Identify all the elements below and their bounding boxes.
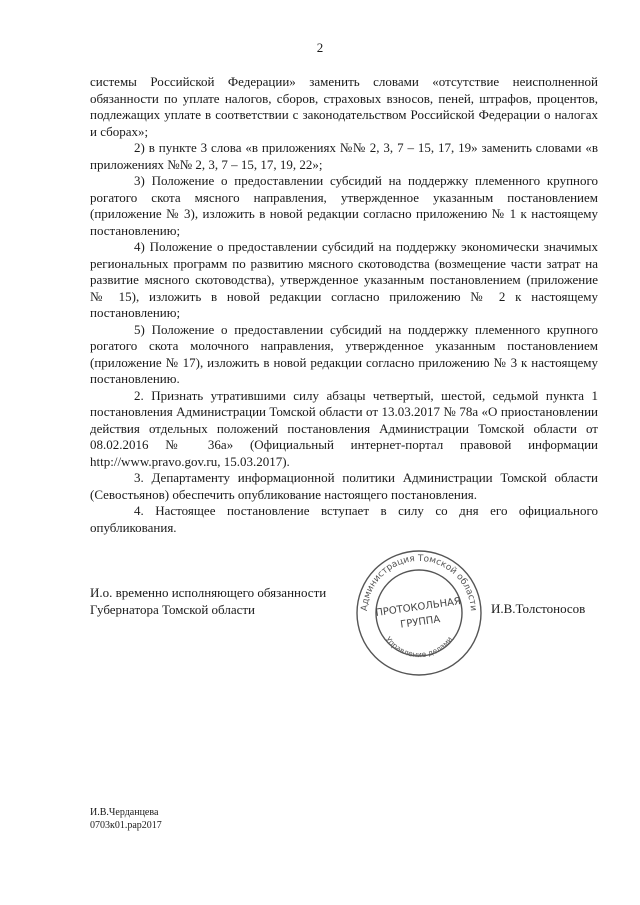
paragraph-clause-2: 2. Признать утратившими силу абзацы четвертый, шестой, седьмой пункта 1 постановления Администрации Томской области от 13.03.2017 № 78а «О приостановлении действия отдельных положений постановления Администрации Томской области от 08.02.2016 № 36а» (Официальный интернет-портал правовой информации http://www.pravo.gov.ru, 15.03.2017). <box>90 387 598 469</box>
stamp-outer-text: Администрация Томской области <box>359 553 479 612</box>
paragraph-item-5: 5) Положение о предоставлении субсидий на поддержку племенного крупного рогатого скота молочного направления, утвержденное указанным постановлением (приложение № 17), изложить в новой редакции согласно приложению № 3 к настоящему постановлению. <box>90 321 598 386</box>
paragraph-continuation: системы Российской Федерации» заменить словами «отсутствие неисполненной обязанности по уплате налогов, сборов, страховых взносов, пеней, штрафов, процентов, подлежащих уплате в соответствии с законодательством Российской Федерации о налогах и сборах»; <box>90 74 598 139</box>
signature-position-line-2: Губернатора Томской области <box>90 602 256 617</box>
paragraph-item-3: 3) Положение о предоставлении субсидий на поддержку племенного крупного рогатого скота мясного направления, утвержденное указанным постановлением (приложение № 3), изложить в новой редакции согласно приложению № 1 к настоящему постановлению; <box>90 173 598 238</box>
signature-position <box>90 584 326 618</box>
footer-doc-code: 0703к01.рар2017 <box>90 820 162 831</box>
paragraph-item-4: 4) Положение о предоставлении субсидий на поддержку экономически значимых региональных программ по развитию мясного скотоводства (возмещение части затрат на развитие мясного скотоводства), утвержденное указанным постановлением (приложение № 15), изложить в новой редакции согласно приложению № 2 к настоящему постановлению; <box>90 239 598 320</box>
paragraph-clause-4: 4. Настоящее постановление вступает в силу со дня его официального опубликования. <box>90 503 598 535</box>
document-footer <box>90 806 162 832</box>
signer-name: И.В.Толстоносов <box>491 601 586 616</box>
stamp-center-line-1: ПРОТОКОЛЬНАЯ <box>374 596 462 619</box>
paragraph-clause-3: 3. Департаменту информационной политики Администрации Томской области (Севостьянов) обеспечить опубликование настоящего постановления. <box>90 470 598 502</box>
stamp-center-line-2: ГРУППА <box>399 614 441 631</box>
footer-author: И.В.Черданцева <box>90 807 159 818</box>
page-number: 2 <box>316 40 324 55</box>
document-body <box>90 74 598 536</box>
signature-position-line-1: И.о. временно исполняющего обязанности <box>90 585 327 600</box>
protocol-stamp <box>354 548 484 678</box>
stamp-bottom-text: Управление делами <box>383 634 455 660</box>
paragraph-item-2: 2) в пункте 3 слова «в приложениях №№ 2, 3, 7 – 15, 17, 19» заменить словами «в приложениях №№ 2, 3, 7 – 15, 17, 19, 22»; <box>90 140 598 172</box>
